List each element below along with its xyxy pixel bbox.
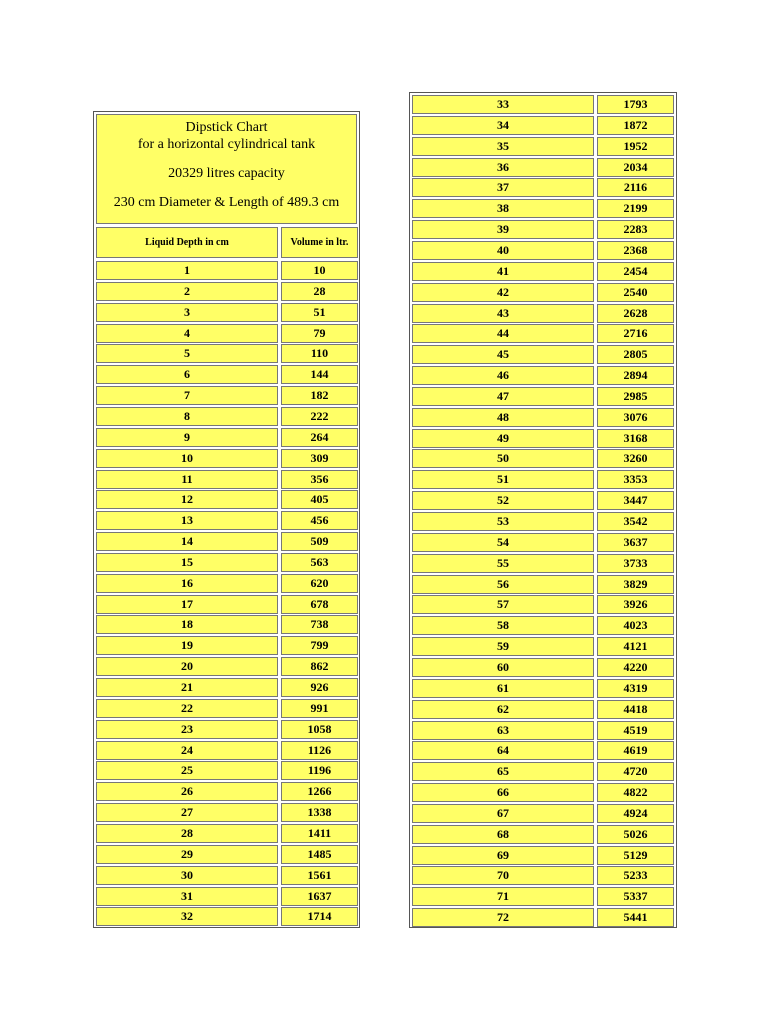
volume-cell: 1058	[281, 720, 358, 739]
volume-cell: 1872	[597, 116, 674, 135]
volume-cell: 2283	[597, 220, 674, 239]
volume-cell: 356	[281, 470, 358, 489]
depth-cell: 9	[96, 428, 278, 447]
depth-cell: 36	[412, 158, 594, 177]
depth-cell: 52	[412, 491, 594, 510]
depth-cell: 39	[412, 220, 594, 239]
volume-cell: 4319	[597, 679, 674, 698]
volume-cell: 991	[281, 699, 358, 718]
depth-cell: 6	[96, 365, 278, 384]
volume-cell: 2540	[597, 283, 674, 302]
depth-cell: 58	[412, 616, 594, 635]
volume-cell: 79	[281, 324, 358, 343]
volume-cell: 1266	[281, 782, 358, 801]
volume-cell: 3260	[597, 449, 674, 468]
volume-cell: 456	[281, 511, 358, 530]
depth-cell: 60	[412, 658, 594, 677]
volume-cell: 5233	[597, 866, 674, 885]
depth-cell: 26	[96, 782, 278, 801]
depth-cell: 29	[96, 845, 278, 864]
volume-cell: 2985	[597, 387, 674, 406]
volume-cell: 1561	[281, 866, 358, 885]
volume-cell: 862	[281, 657, 358, 676]
depth-cell: 50	[412, 449, 594, 468]
volume-cell: 4220	[597, 658, 674, 677]
depth-cell: 64	[412, 741, 594, 760]
depth-cell: 66	[412, 783, 594, 802]
volume-cell: 4619	[597, 741, 674, 760]
depth-cell: 67	[412, 804, 594, 823]
volume-cell: 182	[281, 386, 358, 405]
volume-cell: 2805	[597, 345, 674, 364]
volume-cell: 1485	[281, 845, 358, 864]
tank-dimensions: 230 cm Diameter & Length of 489.3 cm	[113, 195, 340, 210]
depth-cell: 11	[96, 470, 278, 489]
depth-cell: 27	[96, 803, 278, 822]
volume-cell: 51	[281, 303, 358, 322]
volume-cell: 2116	[597, 178, 674, 197]
depth-cell: 47	[412, 387, 594, 406]
depth-cell: 31	[96, 887, 278, 906]
depth-cell: 51	[412, 470, 594, 489]
depth-cell: 25	[96, 761, 278, 780]
volume-cell: 738	[281, 615, 358, 634]
volume-cell: 4720	[597, 762, 674, 781]
depth-cell: 13	[96, 511, 278, 530]
volume-cell: 405	[281, 490, 358, 509]
depth-cell: 24	[96, 741, 278, 760]
volume-cell: 3353	[597, 470, 674, 489]
depth-cell: 40	[412, 241, 594, 260]
depth-cell: 41	[412, 262, 594, 281]
depth-cell: 32	[96, 907, 278, 926]
depth-cell: 70	[412, 866, 594, 885]
volume-cell: 1338	[281, 803, 358, 822]
depth-cell: 49	[412, 429, 594, 448]
chart-title: Dipstick Chart	[185, 120, 268, 135]
depth-cell: 20	[96, 657, 278, 676]
volume-cell: 2454	[597, 262, 674, 281]
volume-cell: 2199	[597, 199, 674, 218]
depth-cell: 18	[96, 615, 278, 634]
depth-cell: 38	[412, 199, 594, 218]
volume-cell: 5337	[597, 887, 674, 906]
volume-cell: 3168	[597, 429, 674, 448]
depth-cell: 10	[96, 449, 278, 468]
volume-cell: 620	[281, 574, 358, 593]
volume-cell: 3926	[597, 595, 674, 614]
depth-cell: 45	[412, 345, 594, 364]
depth-cell: 72	[412, 908, 594, 927]
volume-cell: 222	[281, 407, 358, 426]
volume-cell: 1196	[281, 761, 358, 780]
depth-cell: 61	[412, 679, 594, 698]
depth-cell: 63	[412, 721, 594, 740]
column-header-volume: Volume in ltr.	[281, 227, 358, 258]
depth-cell: 54	[412, 533, 594, 552]
volume-cell: 3447	[597, 491, 674, 510]
depth-cell: 17	[96, 595, 278, 614]
depth-cell: 35	[412, 137, 594, 156]
volume-cell: 3637	[597, 533, 674, 552]
depth-cell: 62	[412, 700, 594, 719]
depth-cell: 43	[412, 304, 594, 323]
depth-cell: 68	[412, 825, 594, 844]
volume-cell: 110	[281, 344, 358, 363]
volume-cell: 5129	[597, 846, 674, 865]
volume-cell: 1411	[281, 824, 358, 843]
depth-cell: 23	[96, 720, 278, 739]
depth-cell: 4	[96, 324, 278, 343]
depth-cell: 55	[412, 554, 594, 573]
volume-cell: 5441	[597, 908, 674, 927]
depth-cell: 69	[412, 846, 594, 865]
depth-cell: 48	[412, 408, 594, 427]
depth-cell: 14	[96, 532, 278, 551]
volume-cell: 926	[281, 678, 358, 697]
depth-cell: 46	[412, 366, 594, 385]
depth-cell: 59	[412, 637, 594, 656]
depth-cell: 21	[96, 678, 278, 697]
volume-cell: 799	[281, 636, 358, 655]
depth-cell: 56	[412, 575, 594, 594]
tank-capacity: 20329 litres capacity	[168, 166, 285, 181]
volume-cell: 264	[281, 428, 358, 447]
depth-cell: 2	[96, 282, 278, 301]
depth-cell: 37	[412, 178, 594, 197]
depth-cell: 22	[96, 699, 278, 718]
volume-cell: 1793	[597, 95, 674, 114]
volume-cell: 2716	[597, 324, 674, 343]
volume-cell: 3542	[597, 512, 674, 531]
depth-cell: 8	[96, 407, 278, 426]
volume-cell: 2628	[597, 304, 674, 323]
depth-cell: 3	[96, 303, 278, 322]
depth-cell: 53	[412, 512, 594, 531]
volume-cell: 4121	[597, 637, 674, 656]
chart-subtitle: for a horizontal cylindrical tank	[137, 137, 316, 152]
depth-cell: 15	[96, 553, 278, 572]
depth-cell: 7	[96, 386, 278, 405]
volume-cell: 2368	[597, 241, 674, 260]
volume-cell: 28	[281, 282, 358, 301]
column-header-depth: Liquid Depth in cm	[96, 227, 278, 258]
depth-cell: 57	[412, 595, 594, 614]
depth-cell: 65	[412, 762, 594, 781]
volume-cell: 4023	[597, 616, 674, 635]
chart-title-box	[96, 114, 357, 224]
volume-cell: 2034	[597, 158, 674, 177]
depth-cell: 71	[412, 887, 594, 906]
volume-cell: 144	[281, 365, 358, 384]
depth-cell: 28	[96, 824, 278, 843]
depth-cell: 33	[412, 95, 594, 114]
volume-cell: 3733	[597, 554, 674, 573]
depth-cell: 34	[412, 116, 594, 135]
dipstick-table-right	[409, 92, 677, 928]
volume-cell: 4519	[597, 721, 674, 740]
depth-cell: 12	[96, 490, 278, 509]
volume-cell: 1126	[281, 741, 358, 760]
volume-cell: 509	[281, 532, 358, 551]
depth-cell: 30	[96, 866, 278, 885]
depth-cell: 5	[96, 344, 278, 363]
volume-cell: 10	[281, 261, 358, 280]
volume-cell: 5026	[597, 825, 674, 844]
volume-cell: 1952	[597, 137, 674, 156]
depth-cell: 1	[96, 261, 278, 280]
depth-cell: 44	[412, 324, 594, 343]
volume-cell: 1714	[281, 907, 358, 926]
volume-cell: 4924	[597, 804, 674, 823]
volume-cell: 2894	[597, 366, 674, 385]
depth-cell: 42	[412, 283, 594, 302]
depth-cell: 16	[96, 574, 278, 593]
volume-cell: 4822	[597, 783, 674, 802]
volume-cell: 678	[281, 595, 358, 614]
volume-cell: 1637	[281, 887, 358, 906]
dipstick-table-left	[93, 111, 360, 928]
volume-cell: 3076	[597, 408, 674, 427]
volume-cell: 309	[281, 449, 358, 468]
depth-cell: 19	[96, 636, 278, 655]
volume-cell: 3829	[597, 575, 674, 594]
volume-cell: 4418	[597, 700, 674, 719]
volume-cell: 563	[281, 553, 358, 572]
